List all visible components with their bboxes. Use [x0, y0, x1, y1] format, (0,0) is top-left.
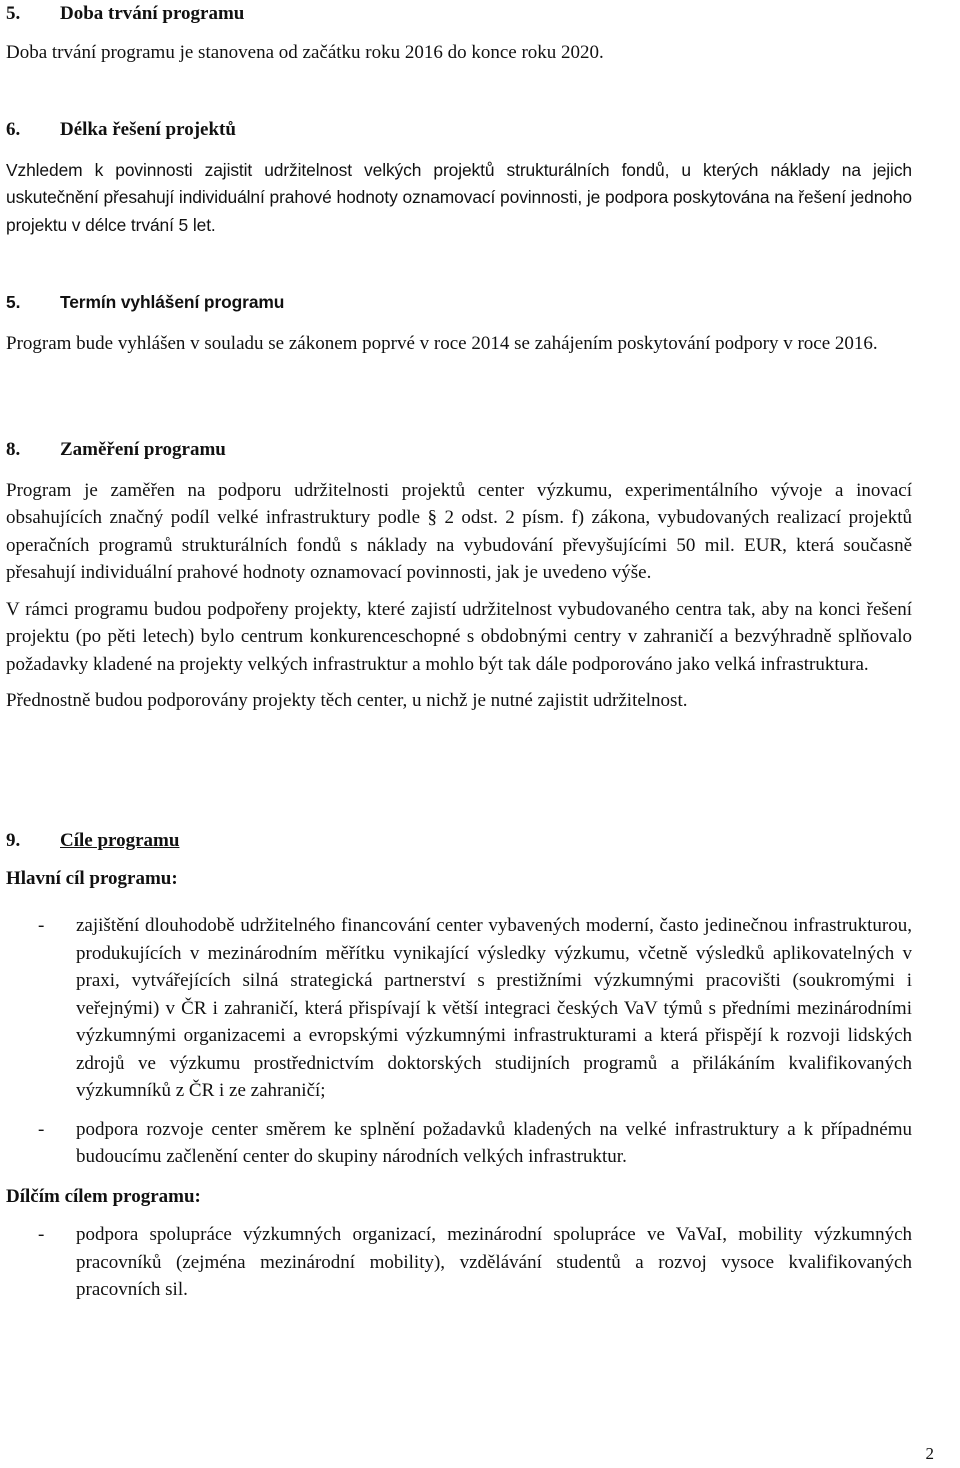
section-5-duration — [6, 0, 912, 66]
list-item — [6, 1116, 912, 1171]
page-number: 2 — [925, 1444, 934, 1463]
section-number: 5. — [6, 292, 21, 312]
section-title: Zaměření programu — [60, 439, 226, 460]
section-heading — [6, 0, 912, 28]
bullet-dash: - — [38, 1118, 45, 1140]
main-goals-list — [6, 912, 912, 1171]
paragraph: Vzhledem k povinnosti zajistit udržitelnost velkých projektů strukturálních fondů, u kterých náklady na jejich uskutečnění přesahují individuální prahové hodnoty oznamovací povinnosti, je podpora poskytována na řešení jednoho projektu v délce trvání 5 let. — [6, 159, 912, 235]
section-number: 6. — [6, 119, 21, 140]
section-number: 8. — [6, 439, 21, 460]
paragraph: V rámci programu budou podpořeny projekty, které zajistí udržitelnost vybudovaného centra tak, aby na konci řešení projektu (po pěti letech) bylo centrum konkurenceschopné s obdobnými centry v zahraničí a bezvýhradně splňovalo požadavky kladené na projekty velkých infrastruktur a mohlo být tak dále podporováno jako velká infrastruktura. — [6, 598, 912, 675]
section-title: Termín vyhlášení programu — [60, 292, 285, 312]
section-heading — [6, 827, 912, 855]
list-item-text: podpora spolupráce výzkumných organizací, mezinárodní spolupráce ve VaVaI, mobility výzkumných pracovníků (zejména mezinárodní mobility), vzdělávání studentů a rozvoj vysoce kvalifikovaných pracovních sil. — [76, 1224, 912, 1300]
section-heading — [6, 289, 912, 317]
sub-goal-label: Dílčím cílem programu: — [6, 1185, 201, 1207]
list-item-text: podpora rozvoje center směrem ke splnění požadavků kladených na velké infrastruktury a k případnému budoucímu začlenění center do skupiny národních velkých infrastruktur. — [76, 1118, 912, 1167]
section-8-focus — [6, 436, 912, 715]
section-5-announcement — [6, 289, 912, 357]
section-9-goals — [6, 827, 912, 1304]
list-item-text: zajištění dlouhodobě udržitelného financování center vybavených moderní, často jedinečnou infrastrukturou, produkujících v mezinárodním měřítku vynikající výsledky výzkumu, včetně výsledků aplikovatelných v praxi, vytvářejících silná strategická partnerství s prestižními výzkumnými pracovišti (soukromými i veřejnými) v ČR i zahraničí, která přispívají k větší integraci českých VaV týmů s předními mezinárodními výzkumnými organizacemi a evropskými výzkumnými infrastrukturami a která přispějí k rozvoji lidských zdrojů ve výzkumu prostřednictvím doktorských studijních programů a přilákáním kvalifikovaných výzkumníků z ČR i ze zahraničí; — [76, 915, 912, 1101]
paragraph: Program je zaměřen na podporu udržitelnosti projektů center výzkumu, experimentálního vývoje a inovací obsahujících značný podíl velké infrastruktury podle § 2 odst. 2 písm. f) zákona, vybudovaných realizací projektů operačních programů strukturálních fondů s náklady na vybudování převyšujícími 50 mil. EUR, která současně přesahují individuální prahové hodnoty oznamovací povinnosti, jak je uvedeno výše. — [6, 479, 912, 583]
section-title: Délka řešení projektů — [60, 119, 236, 140]
section-heading — [6, 436, 912, 464]
section-number: 5. — [6, 3, 21, 24]
list-item — [6, 1221, 912, 1304]
main-goal-label: Hlavní cíl programu: — [6, 867, 178, 889]
section-heading — [6, 116, 912, 144]
list-item — [6, 912, 912, 1105]
paragraph: Doba trvání programu je stanovena od začátku roku 2016 do konce roku 2020. — [6, 41, 604, 63]
bullet-dash: - — [38, 1224, 45, 1245]
sub-goals-list — [6, 1221, 912, 1304]
section-number: 9. — [6, 830, 21, 851]
section-title: Cíle programu — [60, 830, 180, 851]
section-title: Doba trvání programu — [60, 3, 245, 24]
paragraph: Přednostně budou podporovány projekty těch center, u nichž je nutné zajistit udržitelnost. — [6, 690, 688, 711]
bullet-dash: - — [38, 915, 45, 936]
section-6-project-length — [6, 116, 912, 239]
paragraph: Program bude vyhlášen v souladu se zákonem poprvé v roce 2014 se zahájením poskytování podpory v roce 2016. — [6, 332, 878, 354]
